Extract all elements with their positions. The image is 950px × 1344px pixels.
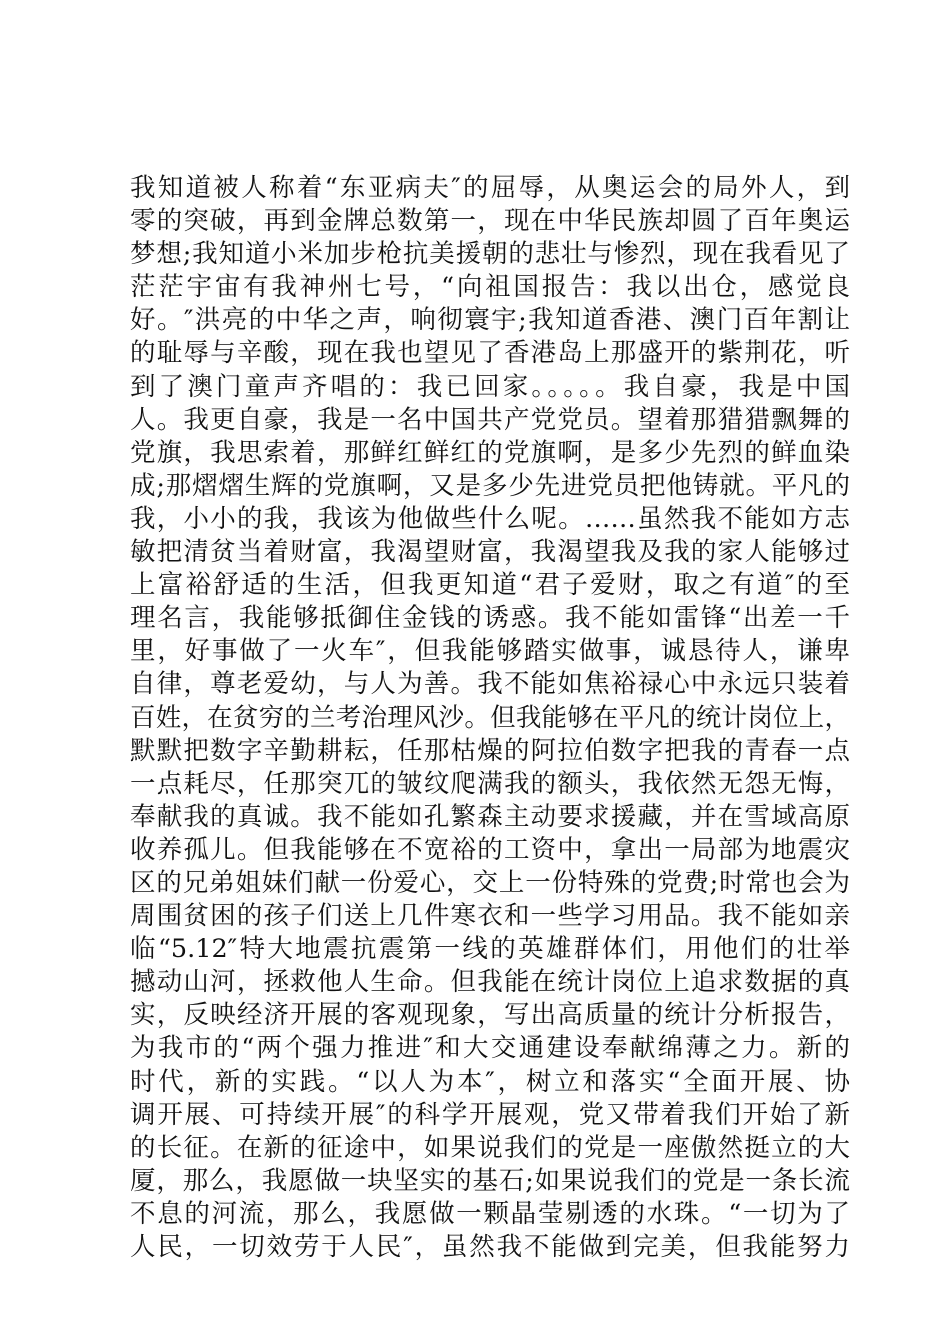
text-line: 的耻辱与辛酸，现在我也望见了香港岛上那盛开的紫荆花，听 [130,338,850,369]
text-line: 党旗，我思索着，那鲜红鲜红的党旗啊，是多少先烈的鲜血染 [130,437,850,468]
text-line: 梦想;我知道小米加步枪抗美援朝的悲壮与惨烈，现在我看见了 [130,239,850,270]
text-line: 好。″洪亮的中华之声，响彻寰宇;我知道香港、澳门百年割让 [130,305,850,336]
text-line: 人民，一切效劳于人民″，虽然我不能做到完美，但我能努力 [130,1232,850,1262]
text-line: 上富裕舒适的生活，但我更知道“君子爱财，取之有道″的至 [130,570,850,601]
text-line: 厦，那么，我愿做一块坚实的基石;如果说我们的党是一条长流 [130,1165,850,1196]
body-text [130,172,850,1264]
text-line: 人。我更自豪，我是一名中国共产党党员。望着那猎猎飘舞的 [130,404,850,435]
text-line: 理名言，我能够抵御住金钱的诱惑。我不能如雷锋“出差一千 [130,603,850,634]
text-line: 时代，新的实践。“以人为本″，树立和落实“全面开展、协 [130,1066,850,1097]
text-line: 我知道被人称着“东亚病夫″的屈辱，从奥运会的局外人，到 [130,173,850,203]
text-line: 调开展、可持续开展″的科学开展观，党又带着我们开始了新 [130,1099,850,1130]
text-line: 区的兄弟姐妹们献一份爱心，交上一份特殊的党费;时常也会为 [130,867,850,898]
text-line: 我，小小的我，我该为他做些什么呢。……虽然我不能如方志 [130,503,850,534]
text-line: 奉献我的真诚。我不能如孔繁森主动要求援藏，并在雪域高原 [130,801,850,832]
text-line: 里，好事做了一火车″，但我能够踏实做事，诚恳待人，谦卑 [130,636,850,667]
text-line: 撼动山河，拯救他人生命。但我能在统计岗位上追求数据的真 [130,967,850,998]
text-line: 敏把清贫当着财富，我渴望财富，我渴望我及我的家人能够过 [130,537,850,568]
text-line: 成;那熠熠生辉的党旗啊，又是多少先进党员把他铸就。平凡的 [130,470,850,501]
text-line: 到了澳门童声齐唱的：我已回家。。。。。我自豪，我是中国 [130,371,850,402]
text-line: 自律，尊老爱幼，与人为善。我不能如焦裕禄心中永远只装着 [130,669,850,700]
text-line: 收养孤儿。但我能够在不宽裕的工资中，拿出一局部为地震灾 [130,834,850,865]
text-line: 百姓，在贫穷的兰考治理风沙。但我能够在平凡的统计岗位上， [130,702,850,733]
text-line: 周围贫困的孩子们送上几件寒衣和一些学习用品。我不能如亲 [130,901,850,932]
text-line: 不息的河流，那么，我愿做一颗晶莹剔透的水珠。“一切为了 [130,1198,850,1229]
text-line: 实，反映经济开展的客观现象，写出高质量的统计分析报告， [130,1000,850,1031]
text-line: 临“5.12″特大地震抗震第一线的英雄群体们，用他们的壮举 [130,934,850,965]
text-line: 茫茫宇宙有我神州七号，“向祖国报告：我以出仓，感觉良 [130,272,850,303]
text-line: 零的突破，再到金牌总数第一，现在中华民族却圆了百年奥运 [130,206,850,237]
text-line: 默默把数字辛勤耕耘，任那枯燥的阿拉伯数字把我的青春一点 [130,735,850,766]
text-line: 的长征。在新的征途中，如果说我们的党是一座傲然挺立的大 [130,1132,850,1163]
text-line: 为我市的“两个强力推进″和大交通建设奉献绵薄之力。新的 [130,1033,850,1064]
text-line: 一点耗尽，任那突兀的皱纹爬满我的额头，我依然无怨无悔， [130,768,850,799]
